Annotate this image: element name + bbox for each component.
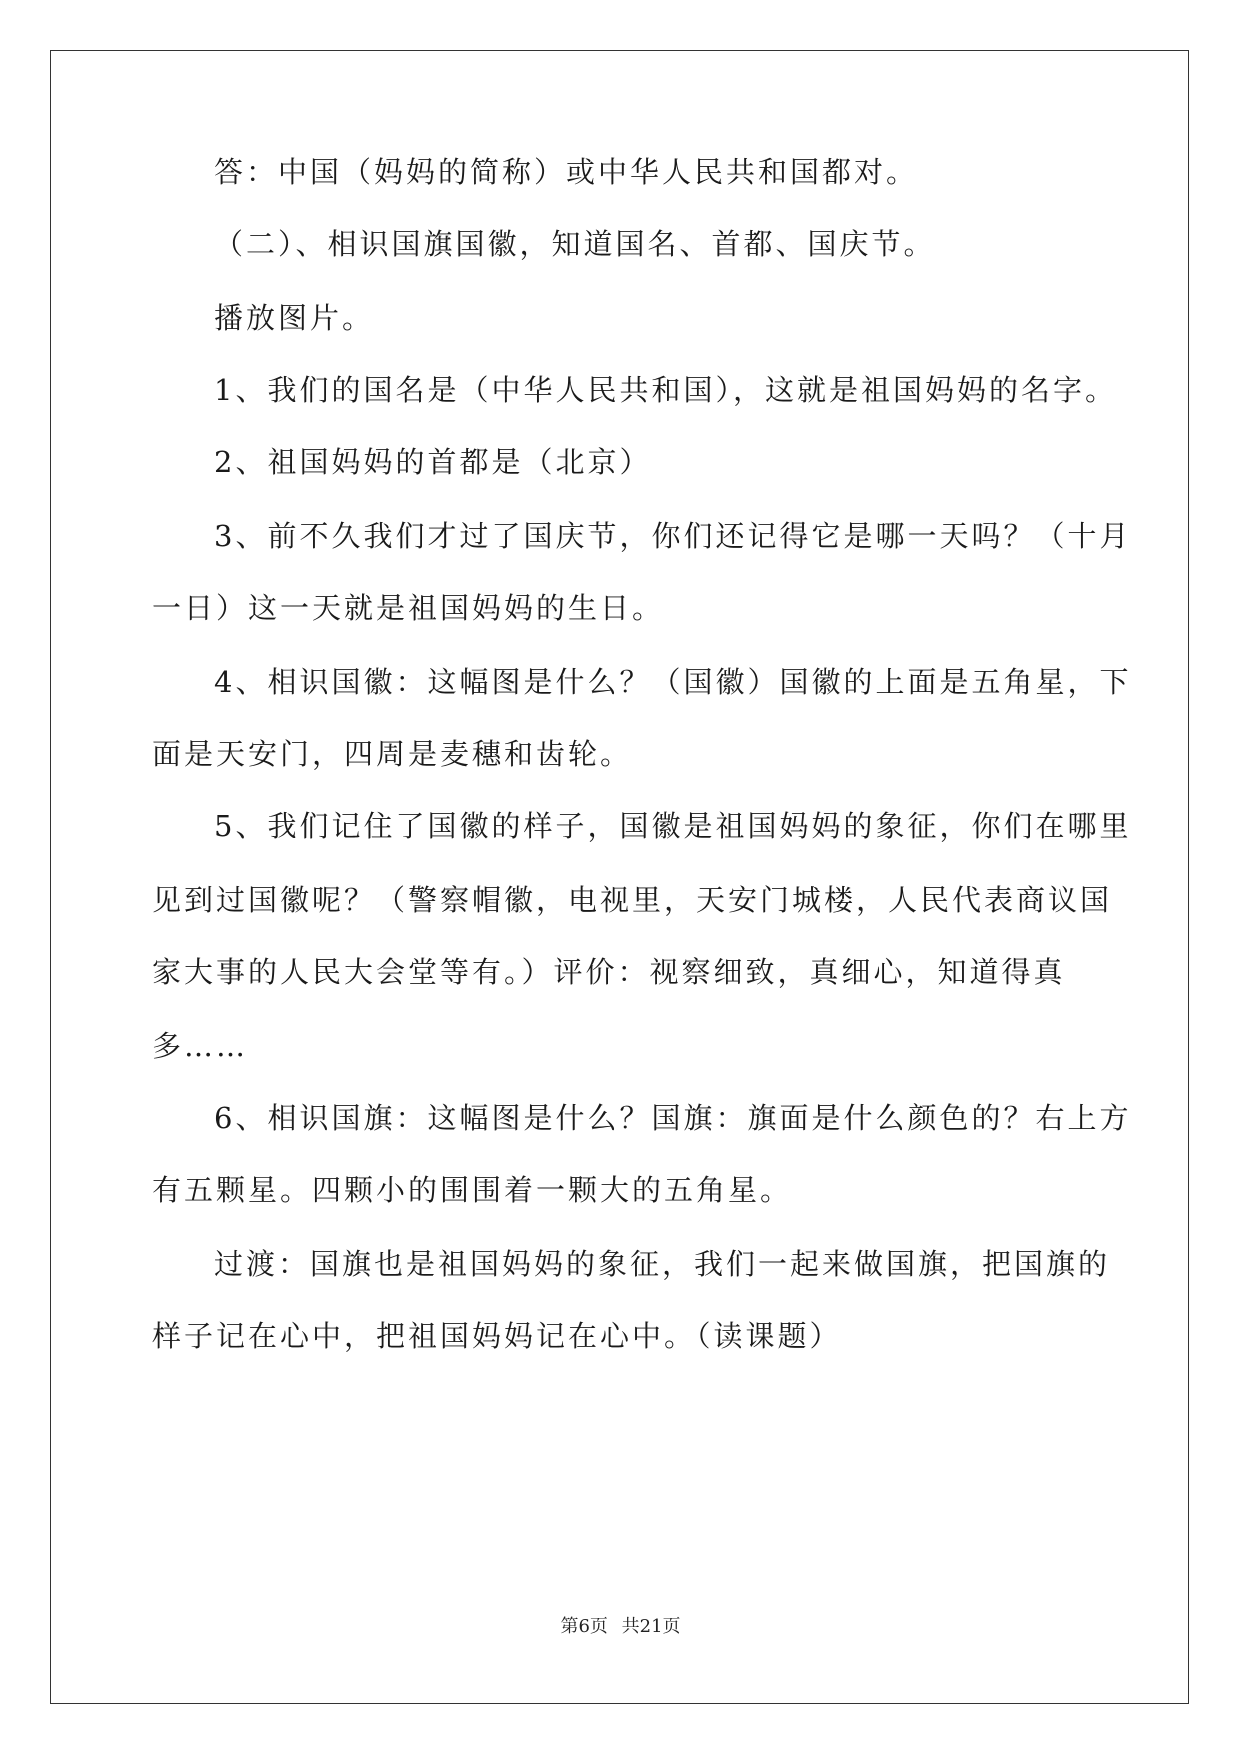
paragraph-line: 一日）这一天就是祖国妈妈的生日。 <box>152 591 665 625</box>
paragraph-line: 1、我们的国名是（中华人民共和国），这就是祖国妈妈的名字。 <box>214 373 1117 407</box>
paragraph-line: 见到过国徽呢？（警察帽徽，电视里，天安门城楼，人民代表商议国 <box>152 883 1113 917</box>
paragraph-line: 面是天安门，四周是麦穗和齿轮。 <box>152 737 633 771</box>
paragraph-line: 有五颗星。四颗小的围围着一颗大的五角星。 <box>152 1173 793 1207</box>
paragraph-line: 过渡：国旗也是祖国妈妈的象征，我们一起来做国旗，把国旗的 <box>214 1247 1111 1281</box>
paragraph-line: 多…… <box>152 1029 249 1063</box>
paragraph-line: 2、祖国妈妈的首都是（北京） <box>214 445 652 479</box>
paragraph-line: 5、我们记住了国徽的样子，国徽是祖国妈妈的象征，你们在哪里 <box>214 809 1132 843</box>
paragraph-line: 播放图片。 <box>214 301 375 335</box>
total-pages: 共21页 <box>621 1616 681 1637</box>
paragraph-line: 4、相识国徽：这幅图是什么？（国徽）国徽的上面是五角星，下 <box>214 665 1132 699</box>
page-footer <box>0 1612 1241 1638</box>
paragraph-line: （二）、相识国旗国徽，知道国名、首都、国庆节。 <box>214 227 936 261</box>
paragraph-line: 3、前不久我们才过了国庆节，你们还记得它是哪一天吗？（十月 <box>214 519 1132 553</box>
paragraph-line: 答：中国（妈妈的简称）或中华人民共和国都对。 <box>214 155 919 189</box>
paragraph-line: 样子记在心中，把祖国妈妈记在心中。（读课题） <box>152 1319 842 1353</box>
paragraph-line: 家大事的人民大会堂等有。）评价：视察细致，真细心，知道得真 <box>152 955 1066 989</box>
page-number: 第6页 <box>560 1616 608 1637</box>
paragraph-line: 6、相识国旗：这幅图是什么？国旗：旗面是什么颜色的？右上方 <box>214 1101 1132 1135</box>
